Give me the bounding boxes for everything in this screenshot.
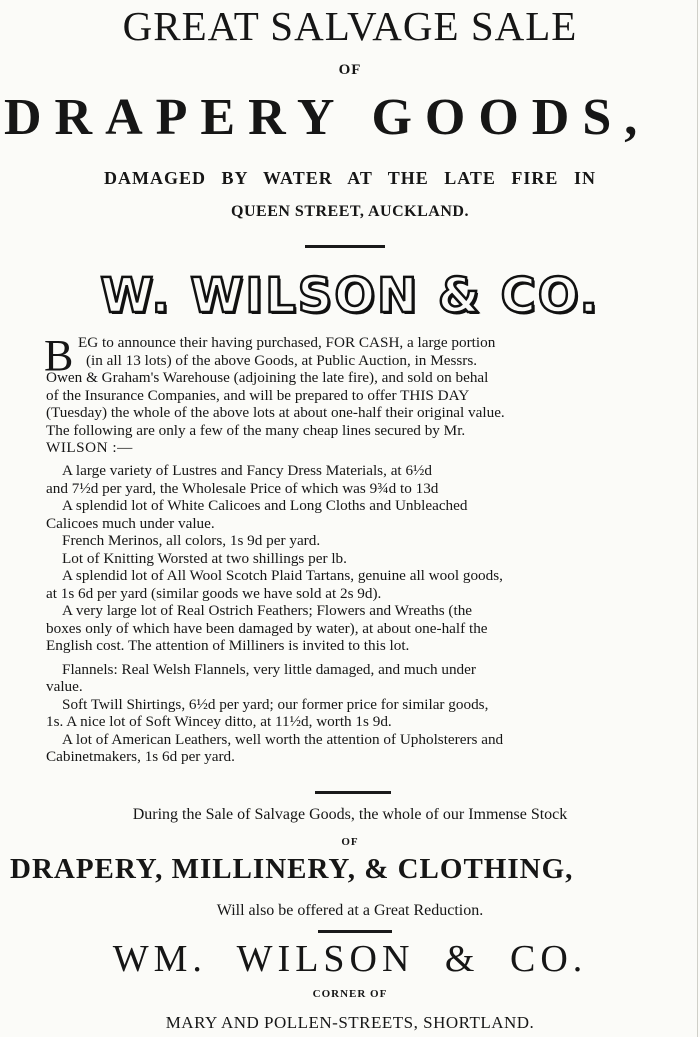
list-item: at 1s 6d per yard (similar goods we have sold at 2s 9d). (46, 584, 382, 602)
during-sale-line: During the Sale of Salvage Goods, the whole of our Immense Stock (132, 806, 568, 823)
divider-rule (318, 930, 392, 933)
address-line: MARY AND POLLEN-STREETS, SHORTLAND. (165, 1013, 535, 1032)
list-item: A splendid lot of White Calicoes and Long Cloths and Unbleached (62, 497, 468, 514)
list-item: A large variety of Lustres and Fancy Dress Materials, at 6½d (62, 462, 433, 479)
intro-line: Owen & Graham's Warehouse (adjoining the late fire), and sold on behal (46, 369, 489, 386)
divider-rule (305, 245, 385, 248)
list-item: boxes only of which have been damaged by water), at about one-half the (46, 619, 488, 637)
headline-great-salvage-sale: GREAT SALVAGE SALE (122, 3, 578, 49)
headline-drapery-millinery-clothing: DRAPERY, MILLINERY, & CLOTHING, (10, 853, 574, 885)
list-item: A splendid lot of All Wool Scotch Plaid Tartans, genuine all wool goods, (62, 567, 503, 584)
drop-cap: B (44, 331, 74, 380)
intro-line: (in all 13 lots) of the above Goods, at Public Auction, in Messrs. (86, 351, 478, 369)
headline-of: OF (338, 62, 362, 78)
list-item: value. (46, 678, 83, 695)
list-item: French Merinos, all colors, 1s 9d per yard. (62, 532, 321, 549)
great-reduction-line: Will also be offered at a Great Reduction. (216, 902, 484, 919)
intro-paragraph-top (78, 334, 662, 369)
list-item: Soft Twill Shirtings, 6½d per yard; our former price for similar goods, (62, 695, 489, 713)
firm-name: WM. WILSON & CO. (112, 938, 588, 980)
subheading-damaged: DAMAGED BY WATER AT THE LATE FIRE IN (104, 168, 596, 188)
divider-rule (315, 791, 391, 794)
list-item: Cabinetmakers, 1s 6d per yard. (46, 748, 235, 765)
list-item: Lot of Knitting Worsted at two shillings per lb. (62, 549, 347, 567)
intro-line: (Tuesday) the whole of the above lots at about one-half their original value. (46, 404, 505, 421)
of-line: OF (341, 836, 359, 848)
intro-line: of the Insurance Companies, and will be prepared to offer THIS DAY (46, 386, 470, 404)
subheading-street: QUEEN STREET, AUCKLAND. (231, 203, 469, 220)
list-item: and 7½d per yard, the Wholesale Price of which was 9¾d to 13d (46, 479, 439, 497)
list-item: A very large lot of Real Ostrich Feathers; Flowers and Wreaths (the (62, 602, 473, 619)
firm-name-ornamental: W. WILSON & CO. (100, 268, 600, 324)
list-item: Flannels: Real Welsh Flannels, very little damaged, and much under (62, 660, 476, 678)
headline-drapery-goods: DRAPERY GOODS, (4, 89, 651, 146)
corner-of-line: CORNER OF (312, 988, 388, 1000)
list-item: Calicoes much under value. (46, 514, 215, 532)
intro-line: The following are only a few of the many cheap lines secured by Mr. (46, 421, 466, 439)
list-item: 1s. A nice lot of Soft Wincey ditto, at 11½d, worth 1s 9d. (46, 713, 392, 730)
item-list (46, 462, 662, 766)
intro-line: EG to announce their having purchased, FOR CASH, a large portion (78, 334, 496, 351)
intro-paragraph (46, 369, 662, 457)
intro-line: WILSON :— (46, 439, 133, 456)
list-item: A lot of American Leathers, well worth the attention of Upholsterers and (62, 730, 504, 748)
list-item: English cost. The attention of Milliners is invited to this lot. (46, 637, 410, 654)
